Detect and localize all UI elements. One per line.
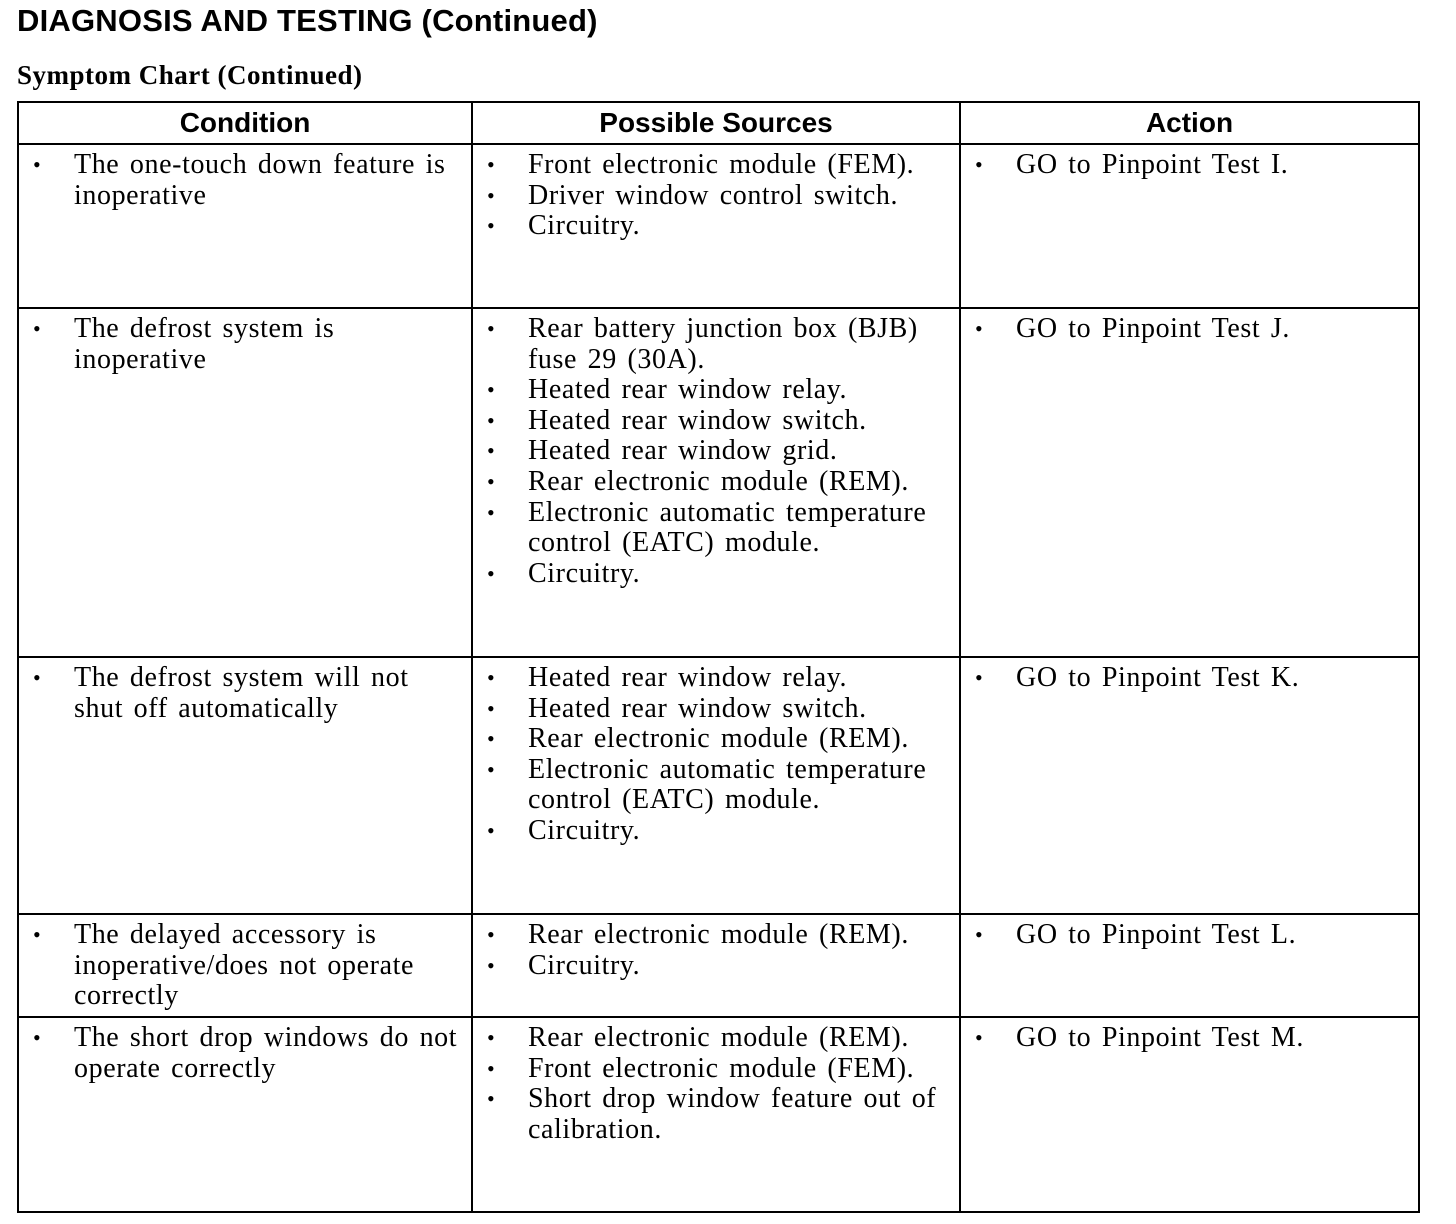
bullet-icon: • bbox=[487, 438, 496, 464]
source-item: • Circuitry. bbox=[487, 210, 641, 242]
condition-item: • The delayed accessory is inoperative/does not operate correctly bbox=[33, 919, 415, 1012]
source-item: • Electronic automatic temperature control (EATC) module. bbox=[487, 753, 927, 816]
bullet-icon: • bbox=[975, 152, 984, 177]
bullet-icon: • bbox=[33, 1025, 42, 1050]
condition-item: • The defrost system is inoperative bbox=[33, 313, 335, 375]
table-row bbox=[18, 308, 1419, 657]
bullet-icon: • bbox=[487, 1025, 496, 1050]
source-item: • Front electronic module (FEM). bbox=[487, 1052, 915, 1084]
bullet-icon: • bbox=[487, 407, 496, 433]
bullet-icon: • bbox=[487, 499, 496, 525]
source-item: • Rear electronic module (REM). bbox=[487, 919, 909, 950]
action-item: • GO to Pinpoint Test L. bbox=[975, 919, 1297, 950]
action-column-header: Action bbox=[960, 102, 1419, 144]
bullet-icon: • bbox=[487, 377, 496, 403]
table-row bbox=[18, 1017, 1419, 1212]
bullet-icon: • bbox=[487, 695, 496, 721]
possible-sources-cell bbox=[472, 1017, 960, 1212]
action-cell bbox=[960, 914, 1419, 1017]
source-item: • Driver window control switch. bbox=[487, 179, 899, 211]
bullet-icon: • bbox=[975, 665, 984, 690]
condition-column-header: Condition bbox=[18, 102, 472, 144]
condition-cell bbox=[18, 914, 472, 1017]
source-item: • Circuitry. bbox=[487, 814, 641, 846]
source-item: • Heated rear window relay. bbox=[487, 662, 848, 693]
possible-sources-column-header: Possible Sources bbox=[472, 102, 960, 144]
bullet-icon: • bbox=[487, 665, 496, 690]
source-item: • Rear electronic module (REM). bbox=[487, 723, 909, 755]
bullet-icon: • bbox=[487, 756, 496, 782]
condition-cell bbox=[18, 1017, 472, 1212]
source-item: • Rear electronic module (REM). bbox=[487, 465, 909, 497]
action-item: • GO to Pinpoint Test J. bbox=[975, 313, 1290, 344]
source-item: • Heated rear window switch. bbox=[487, 692, 867, 724]
bullet-icon: • bbox=[33, 922, 42, 947]
bullet-icon: • bbox=[487, 152, 496, 177]
bullet-icon: • bbox=[33, 665, 42, 690]
bullet-icon: • bbox=[487, 922, 496, 947]
possible-sources-cell bbox=[472, 308, 960, 657]
condition-item: • The short drop windows do not operate correctly bbox=[33, 1022, 458, 1084]
possible-sources-cell bbox=[472, 144, 960, 308]
source-item: • Rear electronic module (REM). bbox=[487, 1022, 909, 1053]
source-item: • Heated rear window grid. bbox=[487, 435, 838, 467]
header-row bbox=[18, 102, 1419, 144]
bullet-icon: • bbox=[487, 817, 496, 843]
action-cell bbox=[960, 144, 1419, 308]
source-item: • Heated rear window relay. bbox=[487, 374, 848, 406]
condition-cell bbox=[18, 308, 472, 657]
bullet-icon: • bbox=[487, 1086, 496, 1112]
source-item: • Heated rear window switch. bbox=[487, 404, 867, 436]
source-item: • Circuitry. bbox=[487, 557, 641, 589]
condition-item: • The defrost system will not shut off automatically bbox=[33, 662, 409, 724]
bullet-icon: • bbox=[975, 922, 984, 947]
bullet-icon: • bbox=[487, 726, 496, 752]
table-row bbox=[18, 657, 1419, 914]
source-item: • Front electronic module (FEM). bbox=[487, 149, 915, 180]
bullet-icon: • bbox=[33, 316, 42, 341]
bullet-icon: • bbox=[487, 468, 496, 494]
bullet-icon: • bbox=[487, 182, 496, 208]
source-item: • Short drop window feature out of calibration. bbox=[487, 1083, 937, 1145]
section-title: Symptom Chart (Continued) bbox=[17, 60, 363, 90]
bullet-icon: • bbox=[975, 1025, 984, 1050]
action-cell bbox=[960, 1017, 1419, 1212]
page-heading: DIAGNOSIS AND TESTING (Continued) bbox=[17, 3, 598, 38]
action-cell bbox=[960, 308, 1419, 657]
source-item: • Circuitry. bbox=[487, 949, 641, 981]
symptom-chart-table bbox=[17, 101, 1420, 1213]
condition-cell bbox=[18, 657, 472, 914]
condition-item: • The one-touch down feature is inoperative bbox=[33, 149, 446, 211]
table-row bbox=[18, 914, 1419, 1017]
bullet-icon: • bbox=[33, 152, 42, 177]
possible-sources-cell bbox=[472, 657, 960, 914]
table-row bbox=[18, 144, 1419, 308]
bullet-icon: • bbox=[487, 213, 496, 239]
action-cell bbox=[960, 657, 1419, 914]
action-item: • GO to Pinpoint Test K. bbox=[975, 662, 1300, 693]
bullet-icon: • bbox=[975, 316, 984, 341]
bullet-icon: • bbox=[487, 1055, 496, 1081]
bullet-icon: • bbox=[487, 952, 496, 978]
possible-sources-cell bbox=[472, 914, 960, 1017]
source-item: • Rear battery junction box (BJB) fuse 29 (30A). bbox=[487, 313, 918, 375]
source-item: • Electronic automatic temperature control (EATC) module. bbox=[487, 496, 927, 559]
action-item: • GO to Pinpoint Test M. bbox=[975, 1022, 1304, 1053]
bullet-icon: • bbox=[487, 316, 496, 341]
bullet-icon: • bbox=[487, 560, 496, 586]
condition-cell bbox=[18, 144, 472, 308]
action-item: • GO to Pinpoint Test I. bbox=[975, 149, 1289, 180]
